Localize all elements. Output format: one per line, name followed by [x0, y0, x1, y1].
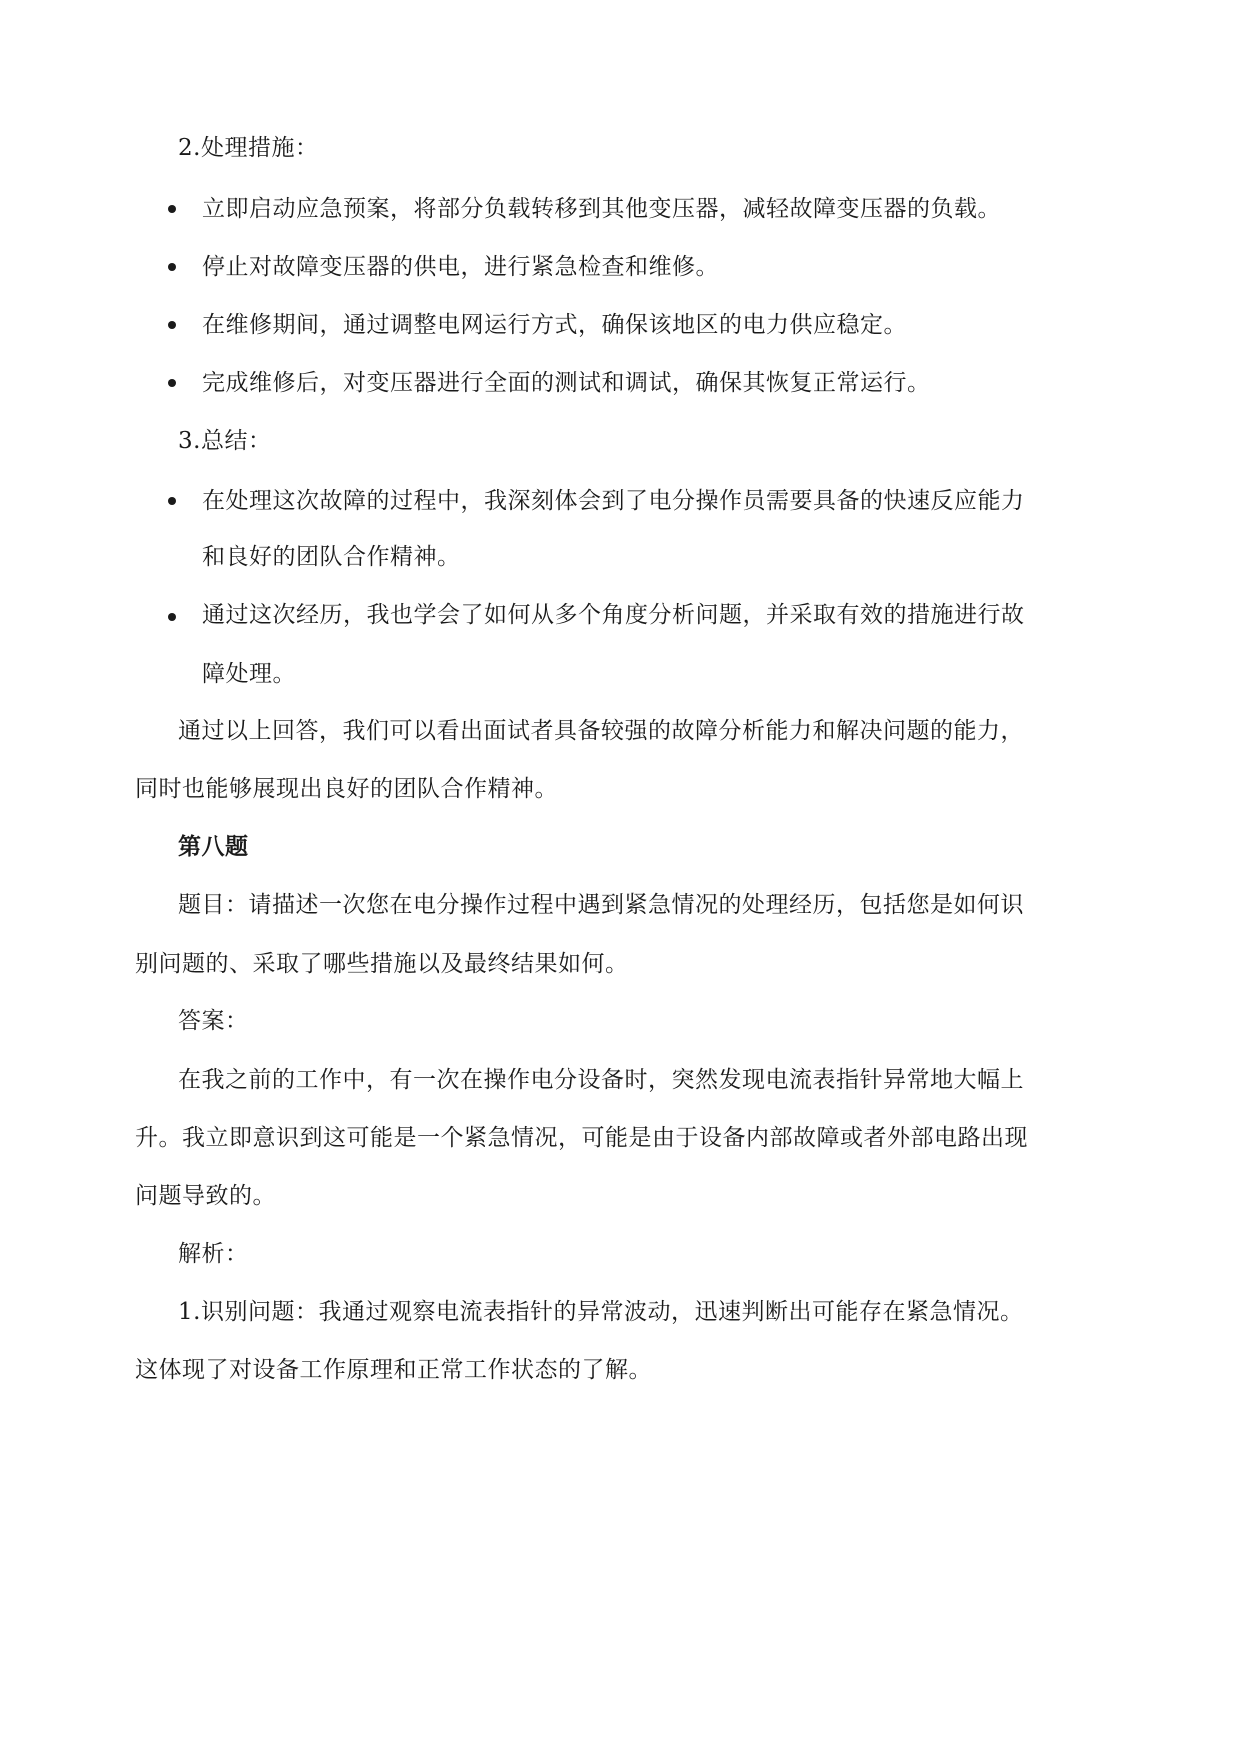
list-item-continuation: 和良好的团队合作精神。 [202, 544, 461, 570]
conclusion-paragraph-line: 通过以上回答，我们可以看出面试者具备较强的故障分析能力和解决问题的能力， [178, 718, 1024, 744]
bullet-icon [168, 379, 176, 387]
question-prompt-line: 题目：请描述一次您在电分操作过程中遇到紧急情况的处理经历，包括您是如何识 [178, 892, 1024, 918]
answer-paragraph-line: 在我之前的工作中，有一次在操作电分设备时，突然发现电流表指针异常地大幅上 [178, 1067, 1024, 1093]
bullet-icon [168, 321, 176, 329]
section-heading-measures: 2.处理措施： [178, 135, 319, 161]
list-item: 在维修期间，通过调整电网运行方式，确保该地区的电力供应稳定。 [202, 312, 907, 338]
answer-paragraph-line: 问题导致的。 [135, 1183, 276, 1209]
bullet-icon [168, 205, 176, 213]
list-item: 立即启动应急预案，将部分负载转移到其他变压器，减轻故障变压器的负载。 [202, 196, 1001, 222]
list-item-continuation: 障处理。 [202, 661, 296, 687]
bullet-icon [168, 497, 176, 505]
list-item: 完成维修后，对变压器进行全面的测试和调试，确保其恢复正常运行。 [202, 370, 931, 396]
bullet-icon [168, 613, 176, 621]
analysis-paragraph-line: 这体现了对设备工作原理和正常工作状态的了解。 [135, 1357, 652, 1383]
list-item: 在处理这次故障的过程中，我深刻体会到了电分操作员需要具备的快速反应能力 [202, 488, 1025, 514]
question-title: 第八题 [178, 833, 249, 860]
conclusion-paragraph-line: 同时也能够展现出良好的团队合作精神。 [135, 776, 558, 802]
answer-label: 答案： [178, 1008, 249, 1034]
analysis-label: 解析： [178, 1241, 249, 1267]
section-heading-summary: 3.总结： [178, 428, 272, 454]
answer-paragraph-line: 升。我立即意识到这可能是一个紧急情况，可能是由于设备内部故障或者外部电路出现 [135, 1125, 1028, 1151]
list-item: 停止对故障变压器的供电，进行紧急检查和维修。 [202, 254, 719, 280]
list-item: 通过这次经历，我也学会了如何从多个角度分析问题，并采取有效的措施进行故 [202, 602, 1025, 628]
question-prompt-line: 别问题的、采取了哪些措施以及最终结果如何。 [135, 951, 629, 977]
bullet-icon [168, 263, 176, 271]
analysis-paragraph-line: 1.识别问题：我通过观察电流表指针的异常波动，迅速判断出可能存在紧急情况。 [178, 1299, 1024, 1325]
